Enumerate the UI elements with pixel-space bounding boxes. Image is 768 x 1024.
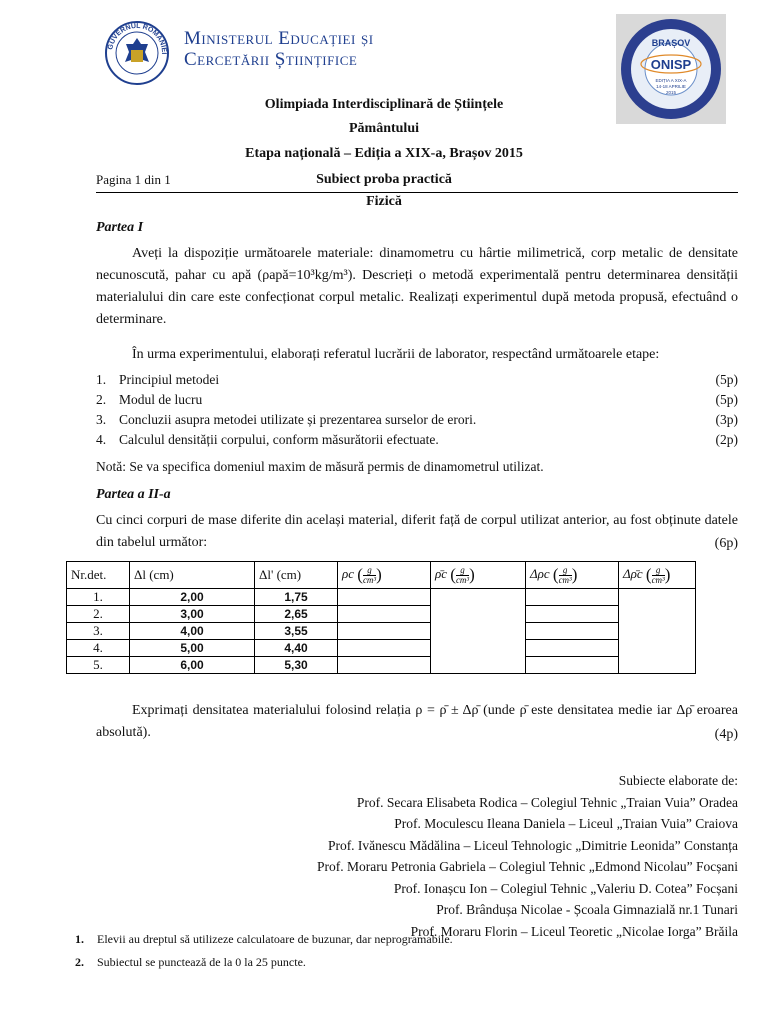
ministry-line-2: Cercetării Științifice (184, 49, 358, 70)
col-header-drho-mean: Δρ̄c ( $\frac{g}{\text{cm³}}$) (619, 562, 696, 589)
col-header-dlp: Δl' (cm) (255, 562, 338, 589)
olympiad-logo-acronym: ONISP (650, 57, 692, 72)
table-row: 5. 6,00 5,30 (67, 657, 696, 674)
part-1-paragraph-1: Aveți la dispoziție următoarele materiale: dinamometru cu hârtie milimetrică, corp metalic de densitate necunoscută, pahar cu apă (ρapă=10³kg/m³). Descrieți o metodă experimentală pentru determinarea densității materialului din care este confecționat corpul metalic. Realizați experimentul după metoda propusă, efectuând o determinare. (96, 246, 738, 327)
author-line: Prof. Moculescu Ileana Daniela – Liceul „Traian Vuia” Craiova (394, 816, 738, 831)
title-line-3: Etapa națională – Ediția a XIX-a, Brașov 2015 (245, 146, 523, 161)
author-line: Prof. Ivănescu Mădălina – Liceul Tehnologic „Dimitrie Leonida” Constanța (327, 837, 738, 853)
part-1-title: Partea I (96, 220, 144, 235)
col-header-rho: ρc ( $\frac{g}{\text{cm³}}$) (338, 562, 431, 589)
requirements-list (96, 372, 738, 452)
table-header-row (67, 562, 696, 589)
ministry-name (184, 28, 374, 70)
list-item: 1. Principiul metodei (5p) (96, 372, 738, 387)
olympiad-logo-year: 2015 (665, 90, 677, 95)
author-line: Prof. Ionașcu Ion – Colegiul Tehnic „Valeriu D. Cotea” Focșani (393, 880, 738, 896)
note-text: Notă: Se va specifica domeniul maxim de măsură permis de dinamometrul utilizat. (96, 459, 544, 474)
col-header-nr: Nr.det. (67, 562, 130, 589)
list-item: 3. Concluzii asupra metodei utilizate și prezentarea surselor de erori. (3p) (96, 412, 738, 427)
olympiad-logo-city: BRAȘOV (651, 38, 691, 48)
olympiad-logo-dates: 14-18 APRILIE (656, 84, 686, 89)
table-row: 3. 4,00 3,55 (67, 623, 696, 640)
authors-heading: Subiecte elaborate de: (618, 773, 738, 788)
list-item: 4. Calculul densității corpului, conform măsurătorii efectuate. (2p) (96, 432, 738, 447)
mean-density-cell (431, 589, 526, 674)
data-table (66, 561, 696, 674)
author-line: Prof. Secara Elisabeta Rodica – Colegiul Tehnic „Traian Vuia” Oradea (356, 794, 738, 810)
author-line: Prof. Brândușa Nicolae - Școala Gimnazială nr.1 Tunari (436, 902, 738, 917)
part-2-paragraph-2: Exprimați densitatea materialului folosind relația ρ = ρ̄ ± Δρ̄ (unde ρ̄ este densitatea medie iar Δρ̄ eroarea absolută). (96, 703, 738, 740)
points-4: (4p) (714, 727, 738, 742)
col-header-drho: Δρc ( $\frac{g}{\text{cm³}}$) (526, 562, 619, 589)
olympiad-logo-edition: EDIȚIA A XIX-A (655, 78, 687, 83)
government-emblem-logo (104, 20, 170, 86)
points-6: (6p) (714, 536, 738, 551)
footnote-1: 1. Elevii au dreptul să utilizeze calculatoare de buzunar, dar neprogramabile. (75, 932, 453, 946)
authors-block (317, 770, 738, 942)
page-indicator: Pagina 1 din 1 (96, 172, 171, 187)
list-item: 2. Modul de lucru (5p) (96, 392, 738, 407)
mean-error-cell (619, 589, 696, 674)
footnote-2: 2. Subiectul se punctează de la 0 la 25 puncte. (75, 955, 306, 969)
table-row: 2. 3,00 2,65 (67, 606, 696, 623)
col-header-dl: Δl (cm) (130, 562, 255, 589)
table-row: 4. 5,00 4,40 (67, 640, 696, 657)
ministry-line-1: Ministerul Educației și (184, 28, 374, 49)
author-line: Prof. Moraru Florin – Liceul Teoretic „Nicolae Iorga” Brăila (410, 923, 738, 939)
title-line-1: Olimpiada Interdisciplinară de Științele (264, 97, 504, 112)
table-row: 1. 2,00 1,75 (67, 589, 696, 606)
part-2-paragraph-1: Cu cinci corpuri de mase diferite din același material, diferit față de corpul utilizat anterior, au fost obținute datele din tabelul următor: (96, 513, 738, 550)
part-1-paragraph-2: În urma experimentului, elaborați referatul lucrării de laborator, respectând următoarele etape: (132, 347, 660, 362)
discipline-title: Fizică (366, 194, 402, 209)
title-line-2: Pământului (348, 121, 419, 136)
emblem-text: GUVERNUL ROMÂNIEI (107, 22, 168, 55)
subject-title: Subiect proba practică (316, 172, 452, 187)
col-header-rho-mean: ρ̄c ( $\frac{g}{\text{cm³}}$) (431, 562, 526, 589)
author-line: Prof. Moraru Petronia Gabriela – Colegiul Tehnic „Edmond Nicolau” Focșani (317, 859, 738, 874)
header-divider (96, 192, 738, 193)
part-2-title: Partea a II-a (96, 487, 171, 502)
